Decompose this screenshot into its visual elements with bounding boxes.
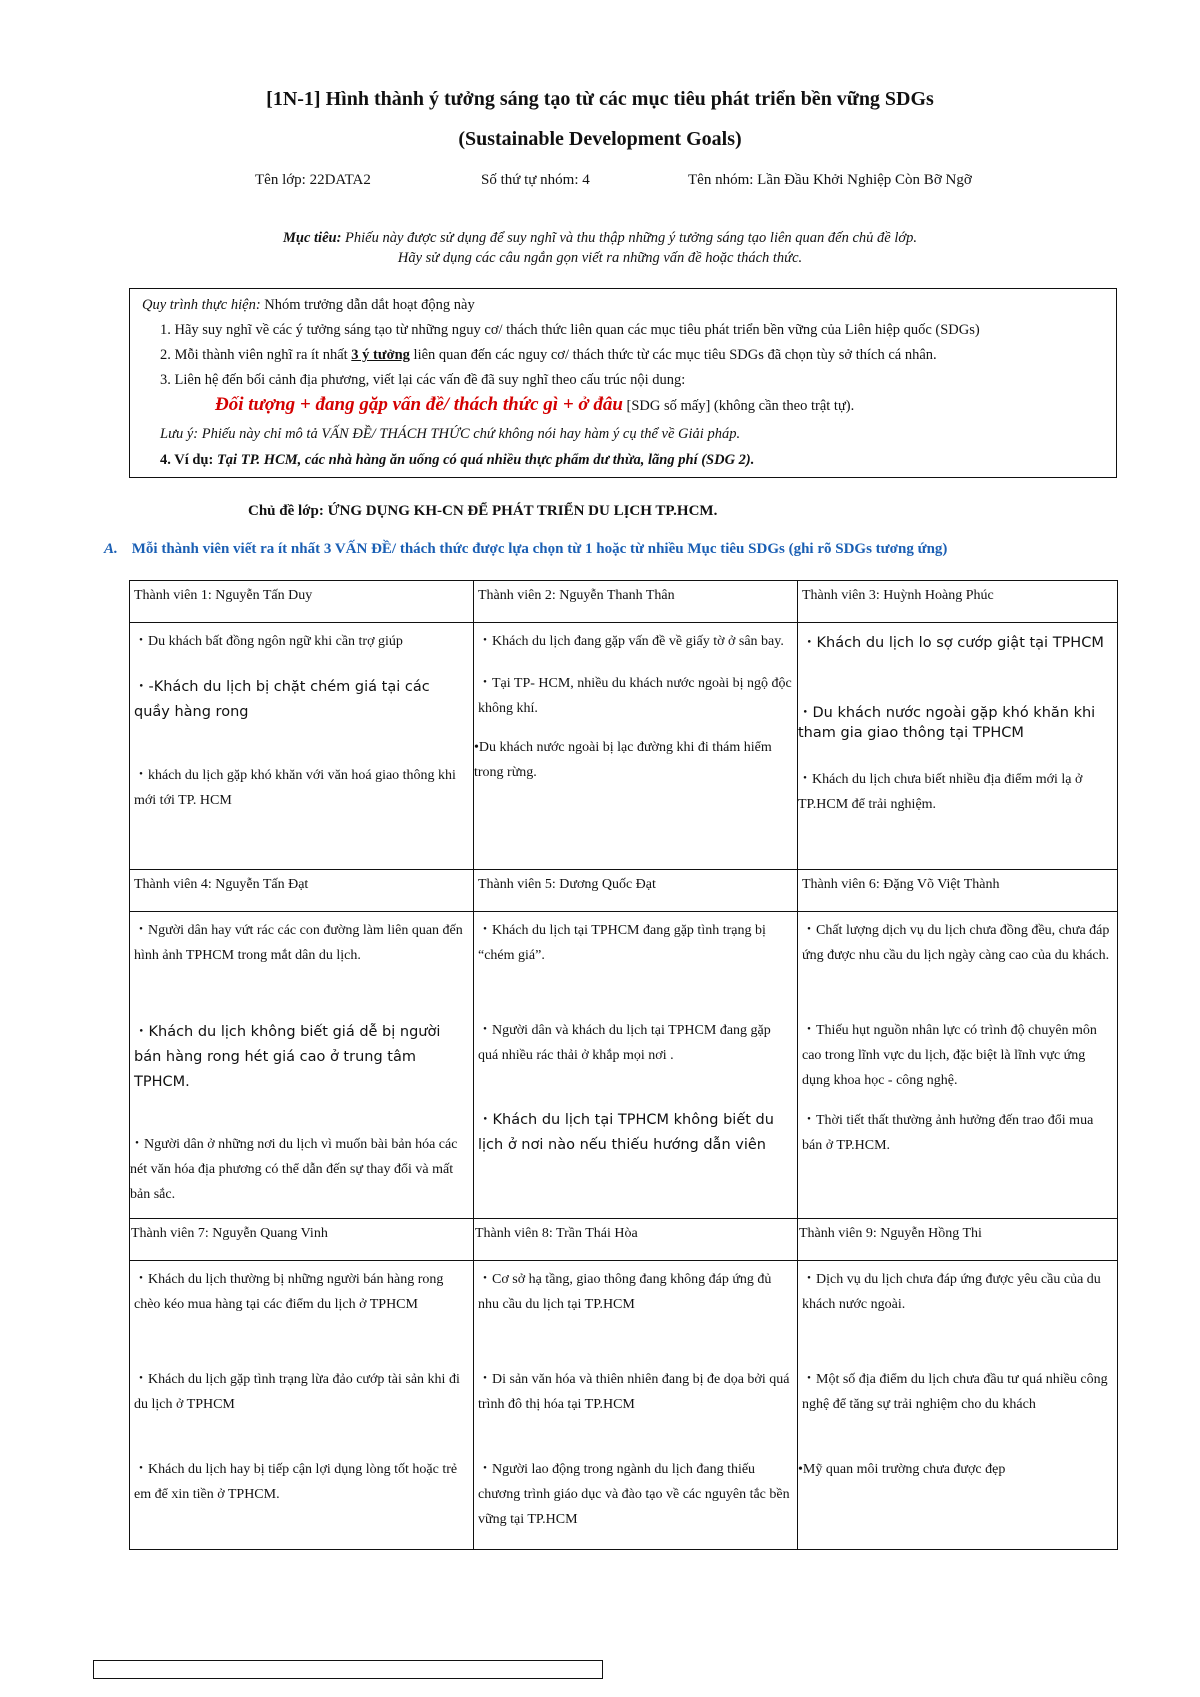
procedure-step-3: 3. Liên hệ đến bối cảnh địa phương, viết lại các vấn đề đã suy nghĩ theo cấu trúc nội dung: [160,372,686,388]
group-name: Tên nhóm: Lần Đầu Khởi Nghiệp Còn Bỡ Ngỡ [688,172,972,188]
procedure-label-rest: Nhóm trưởng dẫn dắt hoạt động này [260,297,475,313]
list-item: ・Khách du lịch không biết giá dễ bị người bán hàng rong hét giá cao ở trung tâm TPHCM. [134,1024,441,1090]
table-row [130,623,1118,870]
list-item: •Mỹ quan môi trường chưa được đẹp [798,1462,1006,1477]
step4-example: Tại TP. HCM, các nhà hàng ăn uống có quá nhiều thực phẩm dư thừa, lãng phí (SDG 2). [213,452,755,468]
member-9-cell [798,1261,1118,1550]
list-item: ・-Khách du lịch bị chặt chém giá tại các quầy hàng rong [134,679,430,720]
list-item: ・Một số địa điểm du lịch chưa đầu tư quá nhiều công nghệ để tăng sự trải nghiệm cho du khách [802,1372,1108,1412]
step2-emphasis: 3 ý tưởng [351,347,410,363]
goal-text-1: Phiếu này được sử dụng để suy nghĩ và thu thập những ý tưởng sáng tạo liên quan đến chủ đề lớp. [341,230,917,246]
list-item: ・Thời tiết thất thường ảnh hưởng đến trao đổi mua bán ở TP.HCM. [802,1113,1094,1153]
list-item: ・Khách du lịch tại TPHCM đang gặp tình trạng bị “chém giá”. [478,923,766,963]
member-1-header: Thành viên 1: Nguyễn Tấn Duy [130,581,474,623]
list-item: ・Khách du lịch thường bị những người bán hàng rong chèo kéo mua hàng tại các điểm du lịch ở TPHCM [134,1272,444,1312]
member-6-header: Thành viên 6: Đặng Võ Việt Thành [798,870,1118,912]
member-9-header: Thành viên 9: Nguyễn Hồng Thi [798,1219,1118,1261]
section-a-heading [104,541,947,558]
procedure-step-4 [160,452,754,469]
list-item: ・Người lao động trong ngành du lịch đang thiếu chương trình giáo dục và đào tạo về các nguyên tắc bền vững tại TP.HCM [478,1462,790,1527]
goal-line-1 [0,230,1200,247]
list-item: ・Khách du lịch tại TPHCM không biết du lịch ở nơi nào nếu thiếu hướng dẫn viên [478,1112,774,1153]
procedure-step-1: 1. Hãy suy nghĩ về các ý tưởng sáng tạo từ những nguy cơ/ thách thức liên quan các mục tiêu phát triển bền vững của Liên hiệp quốc (SDGs) [160,322,980,338]
section-a-text: Mỗi thành viên viết ra ít nhất 3 VẤN ĐỀ/ thách thức được lựa chọn từ 1 hoặc từ nhiều Mục tiêu SDGs (ghi rõ SDGs tương ứng) [131,541,948,557]
list-item: ・Du khách bất đồng ngôn ngữ khi cần trợ giúp [134,634,403,649]
table-row [130,1261,1118,1550]
list-item: ・khách du lịch gặp khó khăn với văn hoá giao thông khi mới tới TP. HCM [134,768,456,808]
table-header-row [130,1219,1118,1261]
procedure-step-2 [160,347,937,364]
step2-text-c: liên quan đến các nguy cơ/ thách thức từ các mục tiêu SDGs đã chọn tùy sở thích cá nhân. [409,347,937,363]
document-subtitle: (Sustainable Development Goals) [458,128,742,150]
step2-text-a: 2. Mỗi thành viên nghĩ ra ít nhất [160,347,352,363]
step4-label: 4. Ví dụ: [160,452,214,468]
list-item: ・Di sản văn hóa và thiên nhiên đang bị đe dọa bởi quá trình đô thị hóa tại TP.HCM [478,1372,790,1412]
goal-label: Mục tiêu: [283,230,342,246]
goal-line-2: Hãy sử dụng các câu ngắn gọn viết ra những vấn đề hoặc thách thức. [397,250,803,266]
procedure-note: Lưu ý: Phiếu này chỉ mô tả VẤN ĐỀ/ THÁCH THỨC chứ không nói hay hàm ý cụ thể về Giải pháp. [160,426,741,442]
members-table [129,580,1118,1550]
member-8-header: Thành viên 8: Trần Thái Hòa [474,1219,798,1261]
document-title: [1N-1] Hình thành ý tưởng sáng tạo từ các mục tiêu phát triển bền vững SDGs [266,88,934,110]
list-item: ・Du khách nước ngoài gặp khó khăn khi tham gia giao thông tại TPHCM [798,705,1096,741]
list-item: ・Khách du lịch lo sợ cướp giật tại TPHCM [802,635,1104,651]
list-item: ・Chất lượng dịch vụ du lịch chưa đồng đều, chưa đáp ứng được nhu cầu du lịch ngày càng cao của du khách. [802,923,1110,963]
structure-formula: Đối tượng + đang gặp vấn đề/ thách thức gì + ở đâu [215,394,623,415]
table-row [130,912,1118,1219]
list-item: ・Khách du lịch hay bị tiếp cận lợi dụng lòng tốt hoặc trẻ em để xin tiền ở TPHCM. [134,1462,458,1502]
member-2-header: Thành viên 2: Nguyễn Thanh Thân [474,581,798,623]
member-7-header: Thành viên 7: Nguyễn Quang Vinh [130,1219,474,1261]
list-item: ・Người dân và khách du lịch tại TPHCM đang gặp quá nhiều rác thải ở khắp mọi nơi . [478,1023,771,1063]
table-header-row [130,870,1118,912]
member-5-cell [474,912,798,1219]
member-8-cell [474,1261,798,1550]
member-2-cell [474,623,798,870]
member-3-cell [798,623,1118,870]
list-item: •Du khách nước ngoài bị lạc đường khi đi thám hiểm trong rừng. [474,740,772,780]
table-header-row [130,581,1118,623]
class-name: Tên lớp: 22DATA2 [255,172,371,188]
list-item: ・Khách du lịch chưa biết nhiều địa điểm mới lạ ở TP.HCM để trải nghiệm. [798,772,1083,812]
list-item: ・Khách du lịch đang gặp vấn đề về giấy tờ ở sân bay. [478,634,784,649]
group-number: Số thứ tự nhóm: 4 [481,172,590,188]
footer-box [93,1660,603,1679]
procedure-label: Quy trình thực hiện: [142,297,261,313]
member-5-header: Thành viên 5: Dương Quốc Đạt [474,870,798,912]
member-4-header: Thành viên 4: Nguyễn Tấn Đạt [130,870,474,912]
member-6-cell [798,912,1118,1219]
member-1-cell [130,623,474,870]
procedure-box [129,288,1117,478]
structure-rest: [SDG số mấy] (không cần theo trật tự). [622,398,855,414]
list-item: ・Người dân ở những nơi du lịch vì muốn bài bản hóa các nét văn hóa địa phương có thể dẫn đến sự thay đổi và mất bản sắc. [130,1137,458,1202]
member-4-cell [130,912,474,1219]
list-item: ・Thiếu hụt nguồn nhân lực có trình độ chuyên môn cao trong lĩnh vực du lịch, đặc biệt là lĩnh vực ứng dụng khoa học - công nghệ. [802,1023,1097,1088]
class-topic: Chủ đề lớp: ỨNG DỤNG KH-CN ĐỂ PHÁT TRIỂN DU LỊCH TP.HCM. [248,503,718,519]
procedure-structure [215,394,854,416]
list-item: ・Cơ sở hạ tầng, giao thông đang không đáp ứng đủ nhu cầu du lịch tại TP.HCM [478,1272,772,1312]
section-a-letter: A. [104,541,118,557]
list-item: ・Người dân hay vứt rác các con đường làm liên quan đến hình ảnh TPHCM trong mắt dân du lịch. [134,923,463,963]
list-item: ・Tại TP- HCM, nhiều du khách nước ngoài bị ngộ độc không khí. [478,676,792,716]
list-item: ・Dịch vụ du lịch chưa đáp ứng được yêu cầu của du khách nước ngoài. [802,1272,1101,1312]
member-3-header: Thành viên 3: Huỳnh Hoàng Phúc [798,581,1118,623]
list-item: ・Khách du lịch gặp tình trạng lừa đảo cướp tài sản khi đi du lịch ở TPHCM [134,1372,460,1412]
procedure-title [142,297,475,314]
member-7-cell [130,1261,474,1550]
